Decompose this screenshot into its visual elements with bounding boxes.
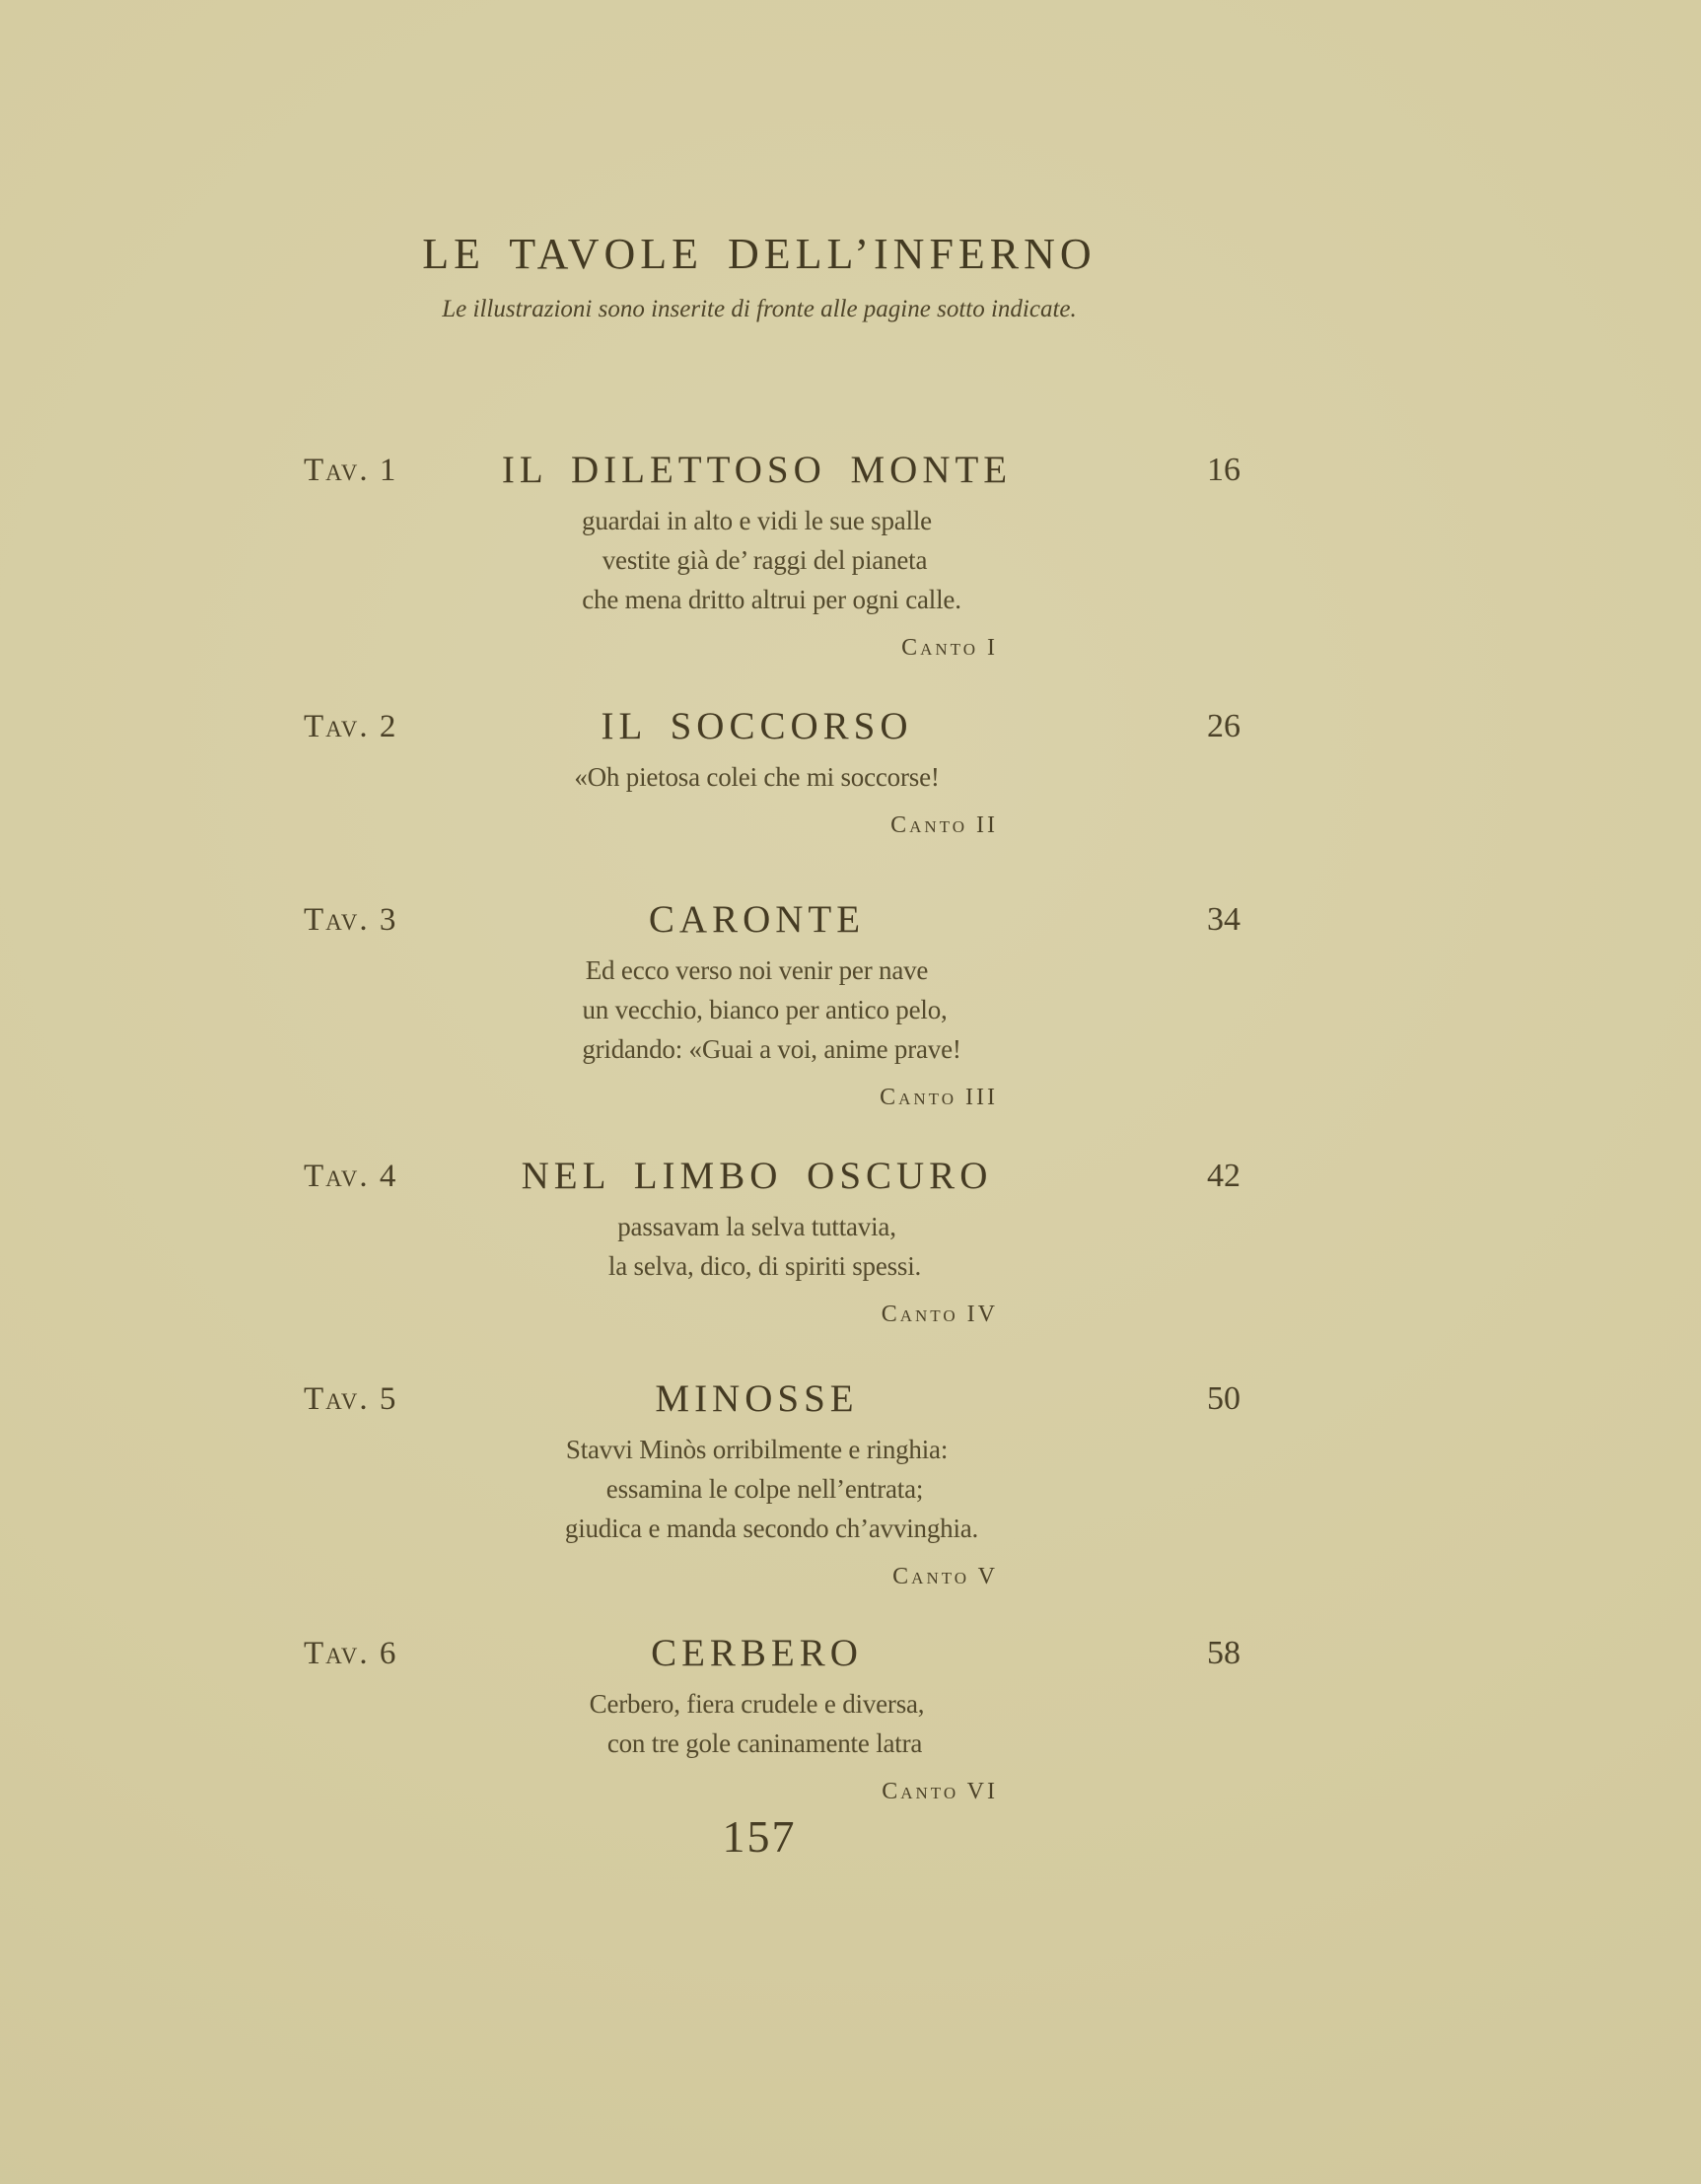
plate-page-number: 26 xyxy=(1207,708,1240,744)
verse-line: essamina le colpe nell’entrata; xyxy=(605,1474,924,1504)
plate-page-number: 58 xyxy=(1207,1635,1240,1671)
plate-label: Tav. 6 xyxy=(304,1636,398,1671)
plate-canto: Canto III xyxy=(880,1085,998,1110)
verse-line: Stavvi Minòs orribilmente e ringhia: xyxy=(565,1435,949,1464)
verse-line: che mena dritto altrui per ogni calle. xyxy=(582,585,961,614)
plate-title: CERBERO xyxy=(651,1632,863,1674)
plate-page-number: 50 xyxy=(1207,1380,1240,1417)
plate-entry xyxy=(0,1378,1701,1625)
plate-label: Tav. 1 xyxy=(304,453,398,488)
plate-verses xyxy=(414,1207,1099,1286)
verse-line: vestite già de’ raggi del pianeta xyxy=(602,545,928,575)
verse-line: gridando: «Guai a voi, anime prave! xyxy=(582,1034,961,1064)
plate-canto: Canto I xyxy=(901,635,998,661)
verse-line: «Oh pietosa colei che mi soccorse! xyxy=(574,762,940,792)
plate-verses xyxy=(414,757,1099,797)
verse-line: con tre gole caninamente latra xyxy=(606,1728,923,1758)
page-title: LE TAVOLE DELL’INFERNO xyxy=(422,230,1097,278)
plate-verses xyxy=(414,1684,1099,1763)
plate-verses xyxy=(414,501,1099,619)
plate-title: MINOSSE xyxy=(655,1377,859,1420)
plate-title: IL DILETTOSO MONTE xyxy=(501,449,1013,491)
page-number: 157 xyxy=(722,1811,797,1862)
plate-verses xyxy=(414,951,1099,1069)
page-subtitle: Le illustrazioni sono inserite di fronte alle pagine sotto indicate. xyxy=(442,296,1077,322)
plate-canto: Canto V xyxy=(892,1564,998,1589)
plate-title: NEL LIMBO OSCURO xyxy=(521,1155,993,1197)
verse-line: la selva, dico, di spiriti spessi. xyxy=(607,1251,922,1281)
plate-canto: Canto VI xyxy=(882,1779,998,1804)
verse-line: passavam la selva tuttavia, xyxy=(617,1212,896,1241)
verse-line: un vecchio, bianco per antico pelo, xyxy=(582,995,948,1024)
plate-entry xyxy=(0,1156,1701,1402)
plate-page-number: 16 xyxy=(1207,452,1240,488)
plate-title: IL SOCCORSO xyxy=(601,705,913,747)
verse-line: Cerbero, fiera crudele e diversa, xyxy=(589,1689,925,1719)
verse-line: guardai in alto e vidi le sue spalle xyxy=(582,506,932,535)
plate-canto: Canto II xyxy=(890,812,998,838)
plate-canto: Canto IV xyxy=(881,1302,998,1327)
plate-entry xyxy=(0,450,1701,696)
plate-title: CARONTE xyxy=(648,898,866,941)
plate-entry xyxy=(0,899,1701,1146)
plate-label: Tav. 4 xyxy=(304,1159,398,1194)
plate-page-number: 42 xyxy=(1207,1158,1240,1194)
plate-label: Tav. 2 xyxy=(304,709,398,744)
plate-verses xyxy=(414,1430,1099,1548)
plate-label: Tav. 5 xyxy=(304,1381,398,1417)
verse-line: giudica e manda secondo ch’avvinghia. xyxy=(564,1514,979,1543)
verse-line: Ed ecco verso noi venir per nave xyxy=(585,955,929,985)
plate-page-number: 34 xyxy=(1207,901,1240,938)
plate-label: Tav. 3 xyxy=(304,902,398,938)
